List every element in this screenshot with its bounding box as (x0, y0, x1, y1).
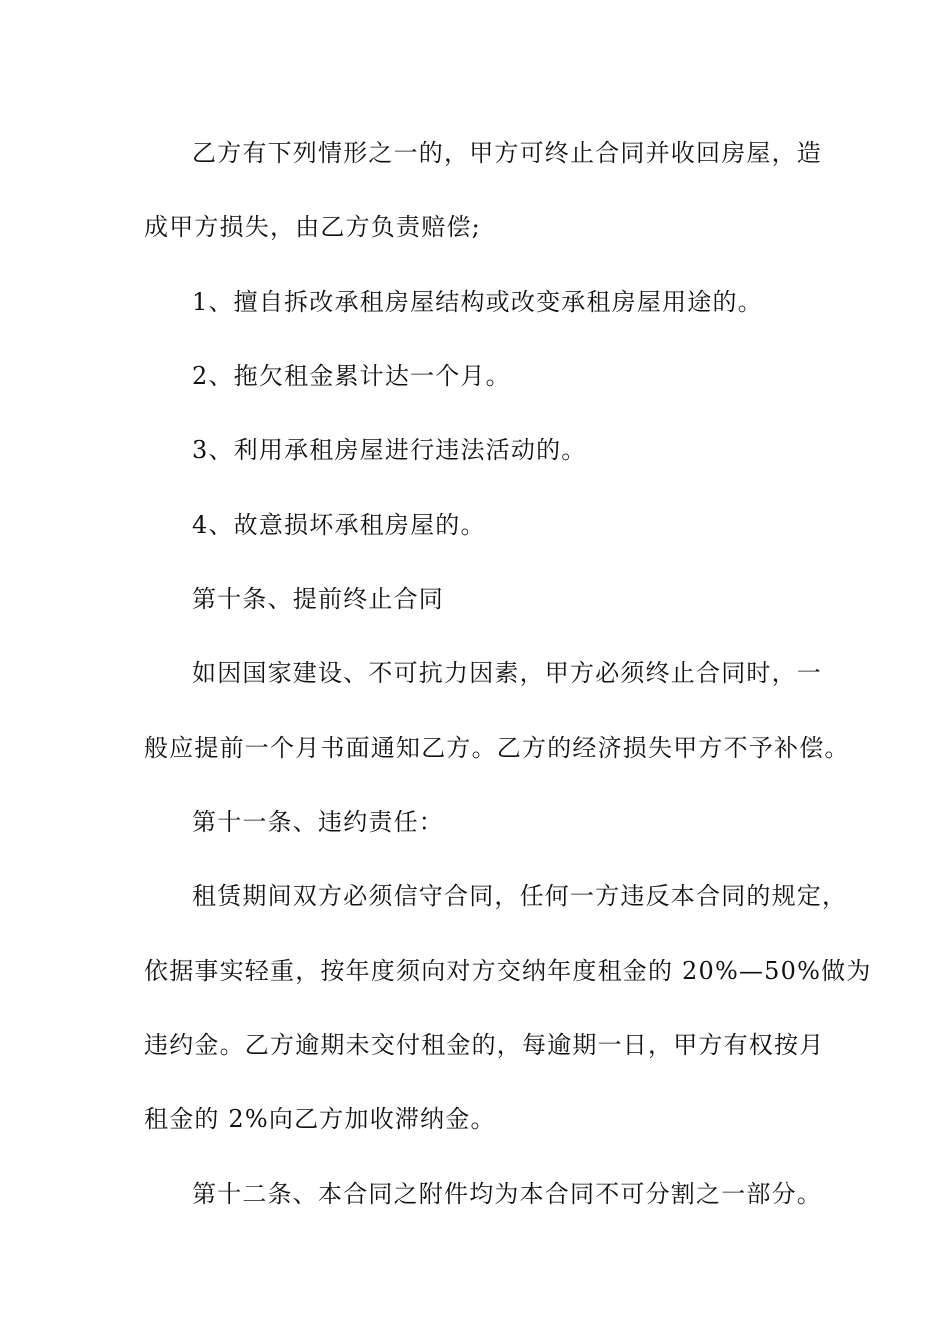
article-heading: 第十条、提前终止合同 (192, 585, 444, 613)
article-heading: 第十二条、本合同之附件均为本合同不可分割之一部分。 (192, 1180, 822, 1208)
paragraph-line: 般应提前一个月书面通知乙方。乙方的经济损失甲方不予补偿。 (144, 734, 850, 762)
list-item: 1、擅自拆改承租房屋结构或改变承租房屋用途的。 (192, 288, 763, 316)
paragraph-line: 成甲方损失，由乙方负责赔偿; (144, 213, 481, 241)
list-item: 2、拖欠租金累计达一个月。 (192, 362, 511, 390)
list-item: 4、故意损坏承租房屋的。 (192, 511, 486, 539)
article-heading: 第十一条、违约责任： (192, 808, 444, 836)
paragraph-line: 乙方有下列情形之一的，甲方可终止合同并收回房屋，造 (192, 139, 822, 167)
paragraph-line: 违约金。乙方逾期未交付租金的，每逾期一日，甲方有权按月 (144, 1031, 825, 1059)
paragraph-line: 租金的 2%向乙方加收滞纳金。 (144, 1105, 496, 1133)
paragraph-line: 租赁期间双方必须信守合同，任何一方违反本合同的规定， (192, 882, 848, 910)
list-item: 3、利用承租房屋进行违法活动的。 (192, 436, 587, 464)
paragraph-line: 依据事实轻重，按年度须向对方交纳年度租金的 20%—50%做为 (144, 957, 872, 985)
paragraph-line: 如因国家建设、不可抗力因素，甲方必须终止合同时，一 (192, 659, 822, 687)
